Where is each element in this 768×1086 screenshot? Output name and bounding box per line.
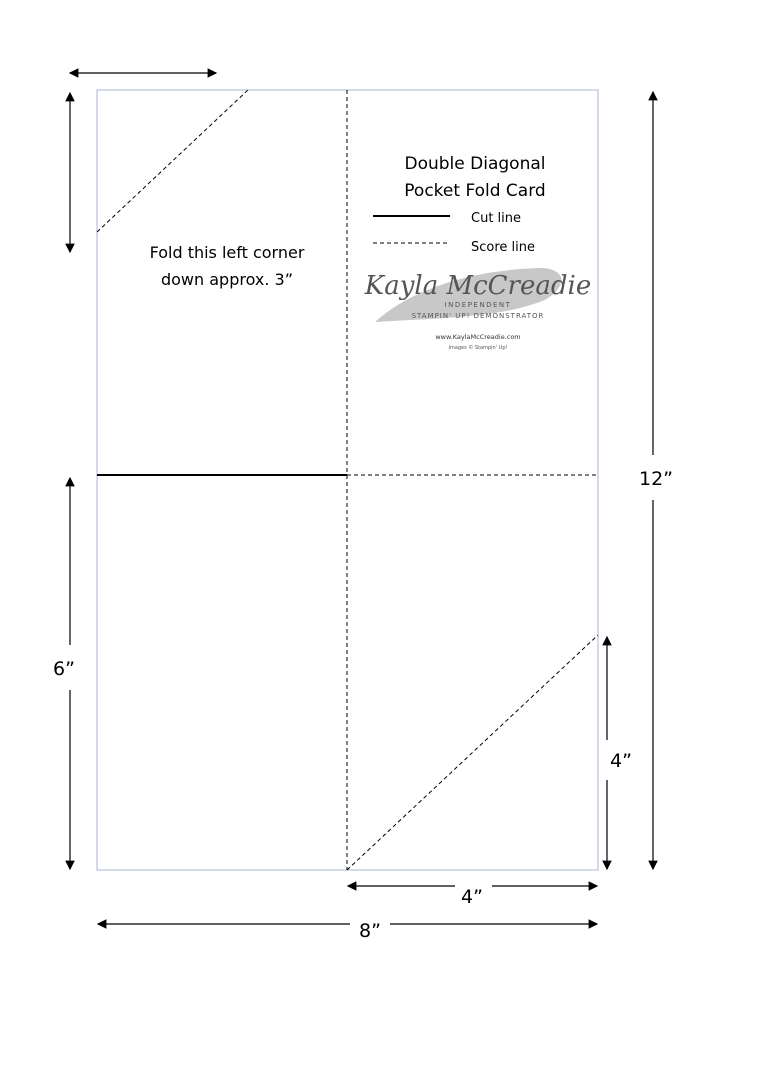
pocket-width-label: 4” (461, 886, 483, 908)
logo-line1: INDEPENDENT (444, 301, 512, 309)
instruction-line1: Fold this left corner (149, 243, 305, 262)
instruction-line2: down approx. 3” (160, 270, 294, 289)
logo-url: www.KaylaMcCreadie.com (435, 333, 521, 341)
total-width-label: 8” (359, 920, 381, 942)
legend-score-label: Score line (471, 240, 536, 255)
card-outline (97, 90, 598, 870)
logo-line2: STAMPIN' UP! DEMONSTRATOR (411, 312, 545, 320)
half-height-label: 6” (53, 658, 75, 680)
pocket-height-label: 4” (610, 750, 632, 772)
total-height-label: 12” (638, 468, 674, 490)
logo-credit: Images © Stampin' Up! (448, 345, 508, 351)
legend-cut-label: Cut line (471, 211, 522, 226)
title-line1: Double Diagonal (404, 154, 546, 174)
logo-name: Kayla McCreadie (364, 271, 592, 301)
title-line2: Pocket Fold Card (404, 181, 546, 201)
